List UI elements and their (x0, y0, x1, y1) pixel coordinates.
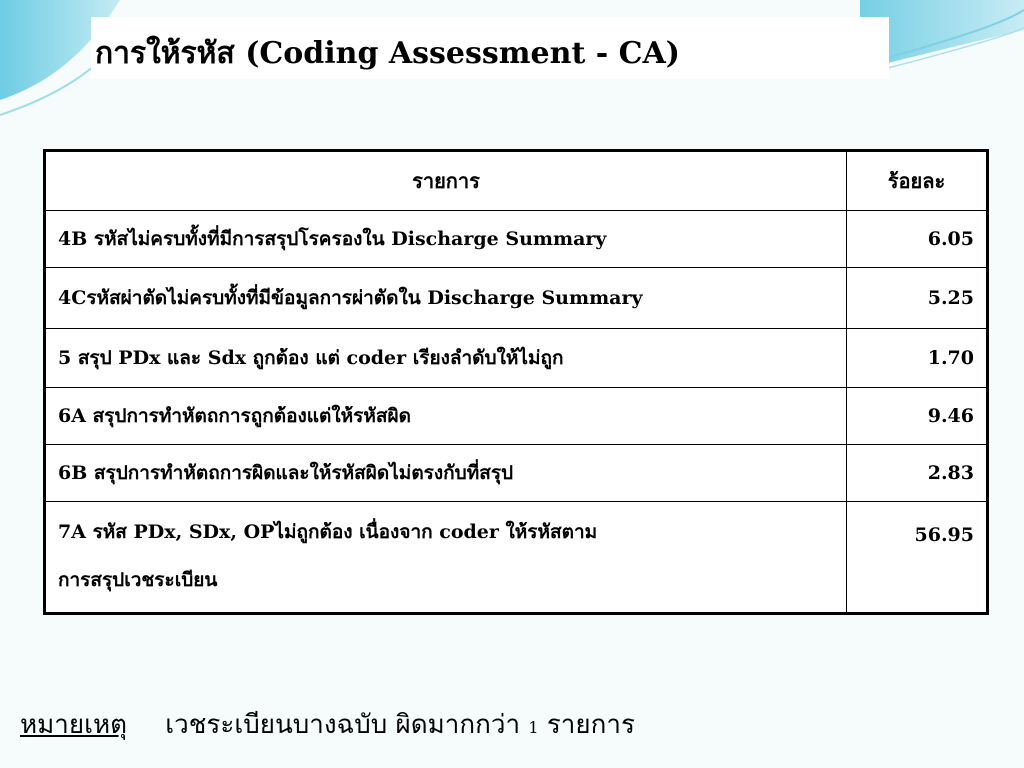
footnote-number: 1 (528, 718, 539, 737)
header-percent: ร้อยละ (847, 151, 988, 211)
table-row (45, 388, 988, 445)
row-item (45, 502, 847, 614)
row-item-line2: การสรุปเวชระเบียน (58, 569, 218, 591)
row-percent: 9.46 (847, 388, 988, 445)
table-row (45, 502, 988, 614)
row-item: 6B สรุปการทำหัตถการผิดและให้รหัสผิดไม่ตรงกับที่สรุป (45, 445, 847, 502)
row-percent: 56.95 (847, 502, 988, 614)
table-row (45, 329, 988, 388)
row-percent: 1.70 (847, 329, 988, 388)
row-item: 4B รหัสไม่ครบทั้งที่มีการสรุปโรครองใน Discharge Summary (45, 211, 847, 268)
row-item: 4Cรหัสผ่าตัดไม่ครบทั้งที่มีข้อมูลการผ่าตัดใน Discharge Summary (45, 268, 847, 329)
footnote-text: เวชระเบียนบางฉบับ ผิดมากกว่า (165, 710, 521, 740)
table-row (45, 211, 988, 268)
row-percent: 5.25 (847, 268, 988, 329)
footnote-text-after: รายการ (546, 710, 635, 740)
table-row (45, 268, 988, 329)
page-title: การให้รหัส (Coding Assessment - CA) (95, 36, 680, 71)
table-header-row (45, 151, 988, 211)
table-row (45, 445, 988, 502)
footnote (20, 704, 635, 745)
row-item: 6A สรุปการทำหัตถการถูกต้องแต่ให้รหัสผิด (45, 388, 847, 445)
row-item: 5 สรุป PDx และ Sdx ถูกต้อง แต่ coder เรียงลำดับให้ไม่ถูก (45, 329, 847, 388)
row-percent: 2.83 (847, 445, 988, 502)
header-item: รายการ (45, 151, 847, 211)
row-percent: 6.05 (847, 211, 988, 268)
footnote-label: หมายเหตุ (20, 710, 128, 740)
title-box (91, 17, 889, 79)
row-item-line1: 7A รหัส PDx, SDx, OPไม่ถูกต้อง เนื่องจาก coder ให้รหัสตาม (58, 521, 598, 543)
coding-assessment-table (43, 149, 989, 615)
